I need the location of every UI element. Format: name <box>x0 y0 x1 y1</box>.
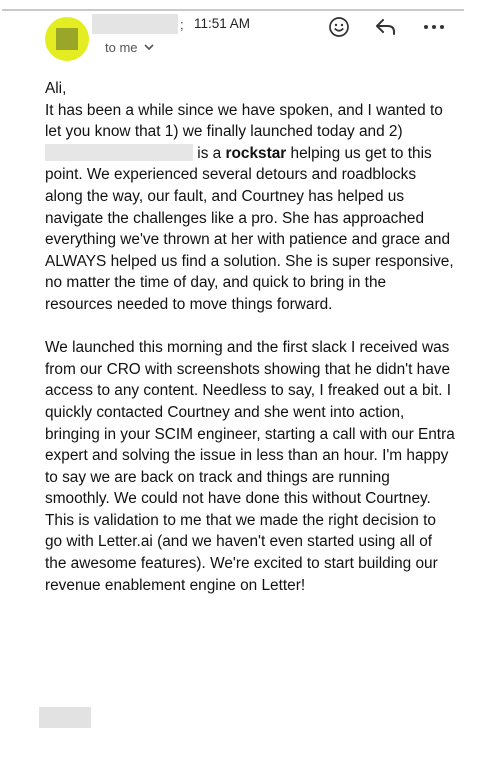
chevron-down-icon <box>144 42 154 54</box>
paragraph-1-rest: helping us get to this point. We experienced several detours and roadblocks along the way, our fault, and Courtney has helped us navigate the challenges like a pro. She has approached everything we've thrown at her with patience and grace and ALWAYS helped us find a solution. She is super responsive, no matter the time of day, and quick to bring in the resources needed to move things forward. <box>45 144 454 313</box>
email-body <box>45 78 455 596</box>
smiley-face-icon <box>328 16 350 38</box>
paragraph-1-is-a: is a <box>193 144 226 162</box>
more-options-button[interactable] <box>421 14 447 40</box>
recipient-label: to me <box>105 40 138 55</box>
sender-name-redacted <box>92 14 178 34</box>
email-paragraph-2: We launched this morning and the first slack I received was from our CRO with screenshots showing that he didn't have access to any content. Needless to say, I freaked out a bit. I quickly contacted Courtney and she went into action, bringing in your SCIM engineer, starting a call with our Entra expert and solving the issue in less than an hour. I'm happy to say we are back on track and things are running smoothly. We could not have done this without Courtney. This is validation to me that we made the right decision to go with Letter.ai (and we haven't even started using all of the awesome features). We're excited to start building our revenue enablement engine on Letter! <box>45 339 455 594</box>
reply-arrow-icon <box>374 17 398 37</box>
sender-avatar[interactable] <box>45 17 89 61</box>
email-timestamp: 11:51 AM <box>194 16 251 31</box>
email-header <box>0 0 500 70</box>
reply-button[interactable] <box>373 14 399 40</box>
paragraph-1-start: It has been a while since we have spoken, and I wanted to let you know that 1) we finally launched today and 2) <box>45 101 443 141</box>
rockstar-emphasis: rockstar <box>225 144 287 162</box>
emoji-reaction-button[interactable] <box>326 14 352 40</box>
recipient-details-toggle[interactable] <box>105 40 154 55</box>
email-greeting: Ali, <box>45 80 67 97</box>
avatar-redaction <box>56 28 78 50</box>
header-separator: ; <box>180 17 184 32</box>
paragraph-spacer <box>45 316 455 338</box>
signature-redacted <box>39 707 91 728</box>
email-paragraph-1 <box>45 100 455 316</box>
more-horizontal-icon <box>423 23 445 31</box>
name-redacted <box>45 144 193 161</box>
